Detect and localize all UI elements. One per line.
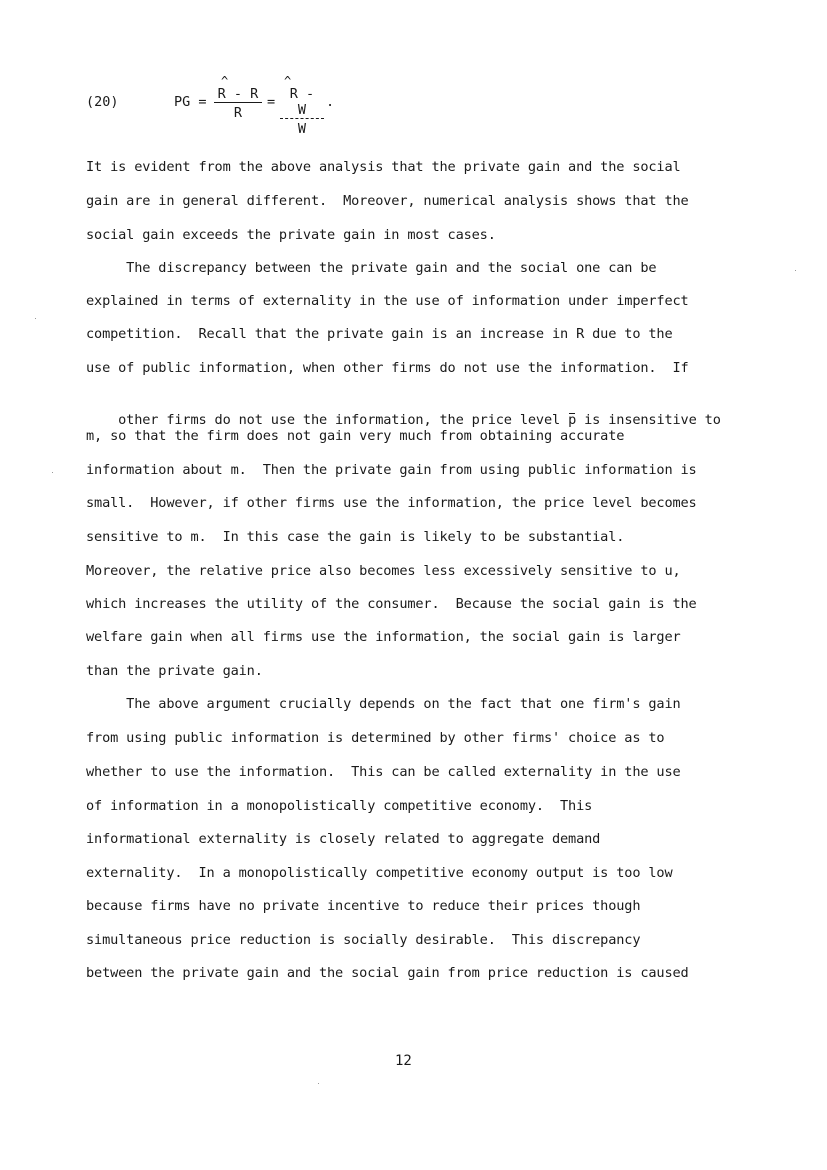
text-line: between the private gain and the social gain from price reduction is caused [86,965,689,981]
fraction-1-denominator: R [233,105,243,121]
text-line: from using public information is determined by other firms' choice as to [86,730,665,746]
text-line: It is evident from the above analysis that the private gain and the social [86,159,681,175]
page-number: 12 [395,1053,412,1069]
text-segment: is insensitive to [576,412,721,428]
text-segment: other firms do not use the information, the price level [118,412,569,428]
text-line: small. However, if other firms use the information, the price level becomes [86,495,697,511]
equation-number: (20) [86,94,119,110]
text-line: because firms have no private incentive to reduce their prices though [86,898,641,914]
text-line: than the private gain. [86,663,263,679]
fraction-2 [280,76,324,137]
text-line: explained in terms of externality in the use of information under imperfect [86,293,689,309]
text-line: The discrepancy between the private gain and the social one can be [86,260,657,276]
scan-speck [795,270,796,271]
text-line: which increases the utility of the consumer. Because the social gain is the [86,596,697,612]
text-line: use of public information, when other firms do not use the information. If [86,360,689,376]
scan-speck [318,1083,319,1084]
equals-sign: = [267,94,276,110]
text-line: informational externality is closely related to aggregate demand [86,831,601,847]
hat-accent-2: ^ [284,74,292,88]
fraction-1 [214,76,262,121]
fraction-2-numerator: R - W [280,76,324,119]
text-line: of information in a monopolistically competitive economy. This [86,798,593,814]
text-line: competition. Recall that the private gain is an increase in R due to the [86,326,673,342]
text-line: whether to use the information. This can be called externality in the use [86,764,681,780]
text-line: The above argument crucially depends on the fact that one firm's gain [86,696,681,712]
text-line: gain are in general different. Moreover, numerical analysis shows that the [86,193,689,209]
scan-speck [52,472,53,473]
text-line: Moreover, the relative price also becomes less excessively sensitive to u, [86,563,681,579]
text-line: m, so that the firm does not gain very much from obtaining accurate [86,428,625,444]
text-line: simultaneous price reduction is socially desirable. This discrepancy [86,932,641,948]
p-bar-symbol: p [568,412,577,428]
text-line: welfare gain when all firms use the information, the social gain is larger [86,629,681,645]
equation-period: . [326,94,335,110]
equation-lhs: PG = [174,94,207,110]
text-line: sensitive to m. In this case the gain is likely to be substantial. [86,529,625,545]
hat-accent-1: ^ [221,74,229,88]
scan-speck [35,318,36,319]
text-line: externality. In a monopolistically competitive economy output is too low [86,865,673,881]
text-line: information about m. Then the private gain from using public information is [86,462,697,478]
text-line: social gain exceeds the private gain in most cases. [86,227,496,243]
fraction-2-denominator: W [297,121,307,137]
fraction-1-numerator: R - R [214,76,262,103]
